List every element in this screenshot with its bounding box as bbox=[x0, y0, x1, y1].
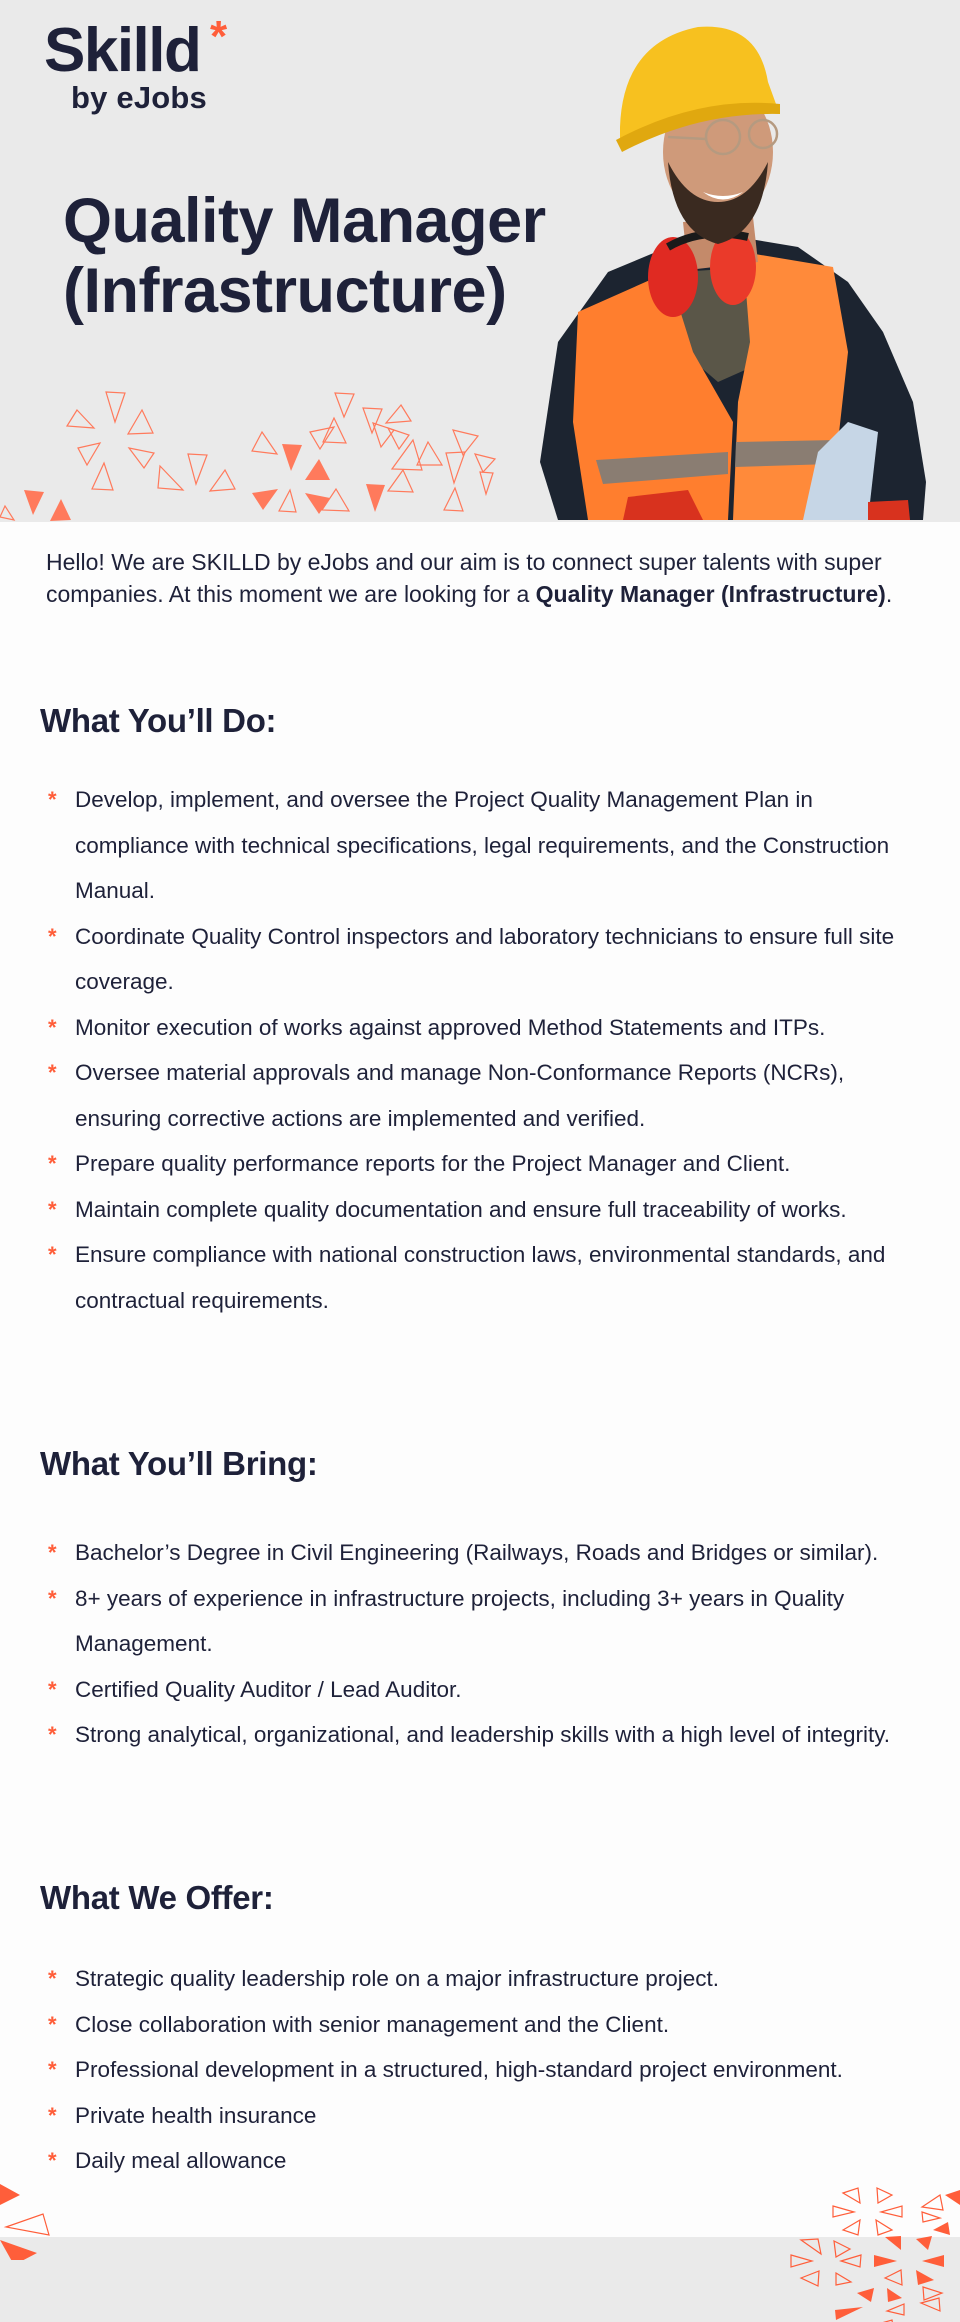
list-item-text: Develop, implement, and oversee the Project Quality Management Plan in compliance with technical specifications, legal requirements, and the Construction Manual. bbox=[75, 787, 890, 903]
asterisk-bullet-icon: * bbox=[48, 1014, 57, 1040]
list-item bbox=[40, 2047, 930, 2093]
intro-text: Hello! We are SKILLD by eJobs and our aim is to connect super talents with super companies. At this moment we are looking for a bbox=[46, 549, 882, 607]
list-item-text: Coordinate Quality Control inspectors and laboratory technicians to ensure full site coverage. bbox=[75, 923, 895, 994]
asterisk-bullet-icon: * bbox=[48, 2057, 57, 2082]
list-item-text: Professional development in a structured, high-standard project environment. bbox=[75, 2057, 843, 2082]
list-item-text: Strong analytical, organizational, and leadership skills with a high level of integrity. bbox=[75, 1722, 891, 1747]
list-item-text: Oversee material approvals and manage Non-Conformance Reports (NCRs), ensuring corrective actions are implemented and verified. bbox=[75, 1060, 845, 1131]
list-item-text: 8+ years of experience in infrastructure projects, including 3+ years in Quality Management. bbox=[75, 1585, 845, 1656]
job-title-line1: Quality Manager bbox=[63, 186, 546, 256]
asterisk-bullet-icon: * bbox=[48, 1242, 57, 1267]
list-item-text: Certified Quality Auditor / Lead Auditor. bbox=[75, 1676, 462, 1702]
list-item-text: Bachelor’s Degree in Civil Engineering (Railways, Roads and Bridges or similar). bbox=[75, 1540, 879, 1565]
list-item bbox=[40, 1956, 930, 2002]
asterisk-bullet-icon: * bbox=[48, 1196, 57, 1222]
asterisk-bullet-icon: * bbox=[48, 1676, 57, 1702]
asterisk-bullet-icon: * bbox=[48, 2011, 57, 2037]
requirements-list bbox=[40, 1530, 930, 1758]
asterisk-bullet-icon: * bbox=[48, 1060, 57, 1085]
intro-text-end: . bbox=[885, 581, 893, 607]
job-title bbox=[63, 186, 546, 326]
list-item bbox=[40, 1050, 930, 1141]
list-item bbox=[40, 2093, 930, 2139]
section-title-benefits: What We Offer: bbox=[40, 1879, 274, 1916]
list-item-text: Prepare quality performance reports for the Project Manager and Client. bbox=[75, 1151, 791, 1176]
benefits-list bbox=[40, 1956, 930, 2184]
decorative-triangles-icon bbox=[0, 390, 520, 522]
list-item bbox=[40, 1187, 930, 1233]
list-item-text: Monitor execution of works against approved Method Statements and ITPs. bbox=[75, 1014, 826, 1040]
job-title-line2: (Infrastructure) bbox=[63, 256, 507, 326]
list-item bbox=[40, 1530, 930, 1576]
section-title-requirements: What You’ll Bring: bbox=[40, 1445, 318, 1482]
list-item bbox=[40, 914, 930, 1005]
logo-subtitle: by eJobs bbox=[71, 80, 207, 115]
list-item bbox=[40, 777, 930, 914]
section-title-responsibilities: What You’ll Do: bbox=[40, 702, 277, 739]
asterisk-bullet-icon: * bbox=[48, 923, 57, 949]
intro-paragraph bbox=[46, 546, 906, 610]
asterisk-bullet-icon: * bbox=[48, 787, 57, 812]
asterisk-bullet-icon: * bbox=[48, 1722, 57, 1747]
list-item bbox=[40, 1576, 930, 1667]
asterisk-bullet-icon: * bbox=[48, 1540, 57, 1565]
list-item-text: Close collaboration with senior management and the Client. bbox=[75, 2011, 670, 2037]
hero-banner bbox=[0, 0, 960, 522]
list-item-text: Maintain complete quality documentation and ensure full traceability of works. bbox=[75, 1196, 847, 1222]
list-item bbox=[40, 2002, 930, 2048]
decorative-triangles-left-icon bbox=[0, 2170, 60, 2260]
logo-asterisk-icon: * bbox=[210, 12, 228, 61]
asterisk-bullet-icon: * bbox=[48, 1966, 57, 1991]
skilld-logo bbox=[44, 12, 228, 115]
list-item bbox=[40, 1232, 930, 1323]
hero-worker-photo bbox=[518, 22, 948, 522]
list-item-text: Private health insurance bbox=[75, 2102, 317, 2128]
list-item-text: Strategic quality leadership role on a major infrastructure project. bbox=[75, 1966, 720, 1991]
responsibilities-list bbox=[40, 777, 930, 1323]
asterisk-bullet-icon: * bbox=[48, 2102, 57, 2128]
list-item bbox=[40, 1667, 930, 1713]
list-item bbox=[40, 1712, 930, 1758]
list-item bbox=[40, 1005, 930, 1051]
list-item-text: Daily meal allowance bbox=[75, 2148, 287, 2173]
intro-job-title: Quality Manager (Infrastructure) bbox=[535, 581, 886, 607]
list-item-text: Ensure compliance with national construction laws, environmental standards, and contractual requirements. bbox=[75, 1242, 886, 1313]
asterisk-bullet-icon: * bbox=[48, 1585, 57, 1611]
logo-wordmark: Skilld bbox=[44, 16, 201, 85]
list-item bbox=[40, 1141, 930, 1187]
asterisk-bullet-icon: * bbox=[48, 2148, 57, 2173]
asterisk-bullet-icon: * bbox=[48, 1151, 57, 1176]
decorative-triangles-right-icon bbox=[770, 2170, 960, 2322]
